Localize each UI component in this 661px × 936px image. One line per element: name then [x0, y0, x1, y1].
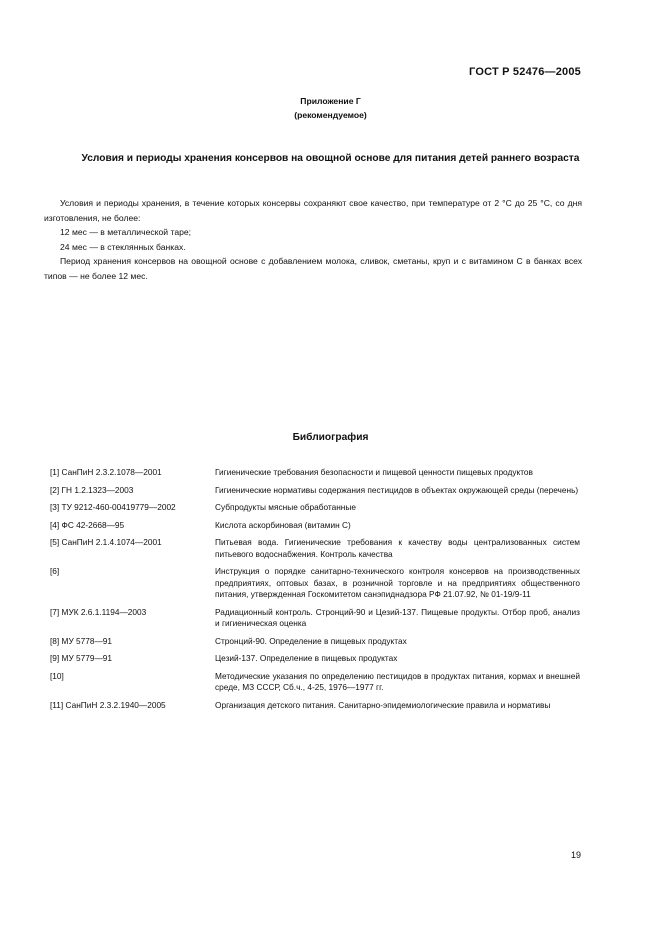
appendix-title: Приложение Г [300, 96, 361, 106]
bibliography-ref: [1] СанПиН 2.3.2.1078—2001 [50, 467, 162, 477]
paragraph: 12 мес — в металлической таре; [60, 227, 192, 237]
bibliography-text: Радиационный контроль. Стронций-90 и Цезий-137. Пищевые продукты. Отбор проб, анализ и гигиеническая оценка [215, 606, 580, 629]
bibliography-item [50, 653, 580, 664]
bibliography-item [50, 700, 580, 711]
bibliography-ref: [3] ТУ 9212-460-00419779—2002 [50, 502, 176, 513]
paragraph: Период хранения консервов на овощной основе с добавлением молока, сливок, сметаны, круп и с витамином С в банках всех типов — не более 12 мес. [44, 256, 582, 281]
bibliography-item [50, 636, 580, 647]
appendix-note: (рекомендуемое) [294, 110, 367, 120]
page-number: 19 [570, 850, 581, 860]
bibliography-item [50, 485, 580, 496]
bibliography-text: Цезий-137. Определение в пищевых продуктах [215, 653, 398, 664]
bibliography-ref: [6] [50, 566, 60, 577]
bibliography-text: Инструкция о порядке санитарно-технического контроля консервов на производственных предприятиях, оптовых базах, в розничной торговле и на предприятиях общественного питания, утвержденная Госкомитетом санэпиднадзора РФ 21.07.92, № 01-19/9-11 [215, 566, 580, 600]
paragraph: Условия и периоды хранения, в течение которых консервы сохраняют свое качество, при температуре от 2 °С до 25 °С, со дня изготовления, не более: [44, 198, 582, 223]
bibliography-item [50, 502, 580, 513]
bibliography-list [50, 467, 580, 718]
bibliography-text: Методические указания по определению пестицидов в продуктах питания, кормах и внешней среде, МЗ СССР, Сб.ч., 4-25, 1976—1977 гг. [215, 670, 580, 693]
section-title: Условия и периоды хранения консервов на овощной основе для питания детей раннего возраста [81, 153, 580, 164]
bibliography-ref: [5] СанПиН 2.1.4.1074—2001 [50, 537, 162, 548]
bibliography-title: Библиография [292, 432, 369, 443]
bibliography-text: Гигиенические нормативы содержания пестицидов в объектах окружающей среды (перечень) [215, 484, 579, 495]
bibliography-ref: [8] МУ 5778—91 [50, 635, 112, 646]
bibliography-item [50, 537, 580, 560]
bibliography-text: Питьевая вода. Гигиенические требования к качеству воды централизованных систем питьевого водоснабжения. Контроль качества [215, 537, 580, 559]
bibliography-text: Организация детского питания. Санитарно-эпидемиологические правила и нормативы [215, 699, 551, 710]
bibliography-ref: [11] СанПиН 2.3.2.1940—2005 [50, 699, 166, 710]
bibliography-text: Субпродукты мясные обработанные [215, 502, 356, 513]
paragraph: 24 мес — в стеклянных банках. [60, 241, 186, 252]
bibliography-text: Кислота аскорбиновая (витамин С) [215, 519, 351, 530]
section-body [44, 196, 582, 283]
bibliography-item [50, 467, 580, 478]
bibliography-ref: [4] ФС 42-2668—95 [50, 519, 125, 530]
bibliography-text: Гигиенические требования безопасности и пищевой ценности пищевых продуктов [215, 467, 533, 477]
bibliography-item [50, 520, 580, 531]
bibliography-ref: [2] ГН 1.2.1323—2003 [50, 484, 134, 495]
bibliography-ref: [7] МУК 2.6.1.1194—2003 [50, 606, 147, 617]
standard-code: ГОСТ Р 52476—2005 [469, 66, 581, 78]
appendix-heading [0, 94, 661, 122]
bibliography-item [50, 566, 580, 600]
bibliography-ref: [9] МУ 5779—91 [50, 653, 112, 664]
bibliography-text: Стронций-90. Определение в пищевых продуктах [215, 635, 407, 646]
bibliography-ref: [10] [50, 670, 64, 681]
bibliography-item [50, 607, 580, 630]
bibliography-item [50, 671, 580, 694]
